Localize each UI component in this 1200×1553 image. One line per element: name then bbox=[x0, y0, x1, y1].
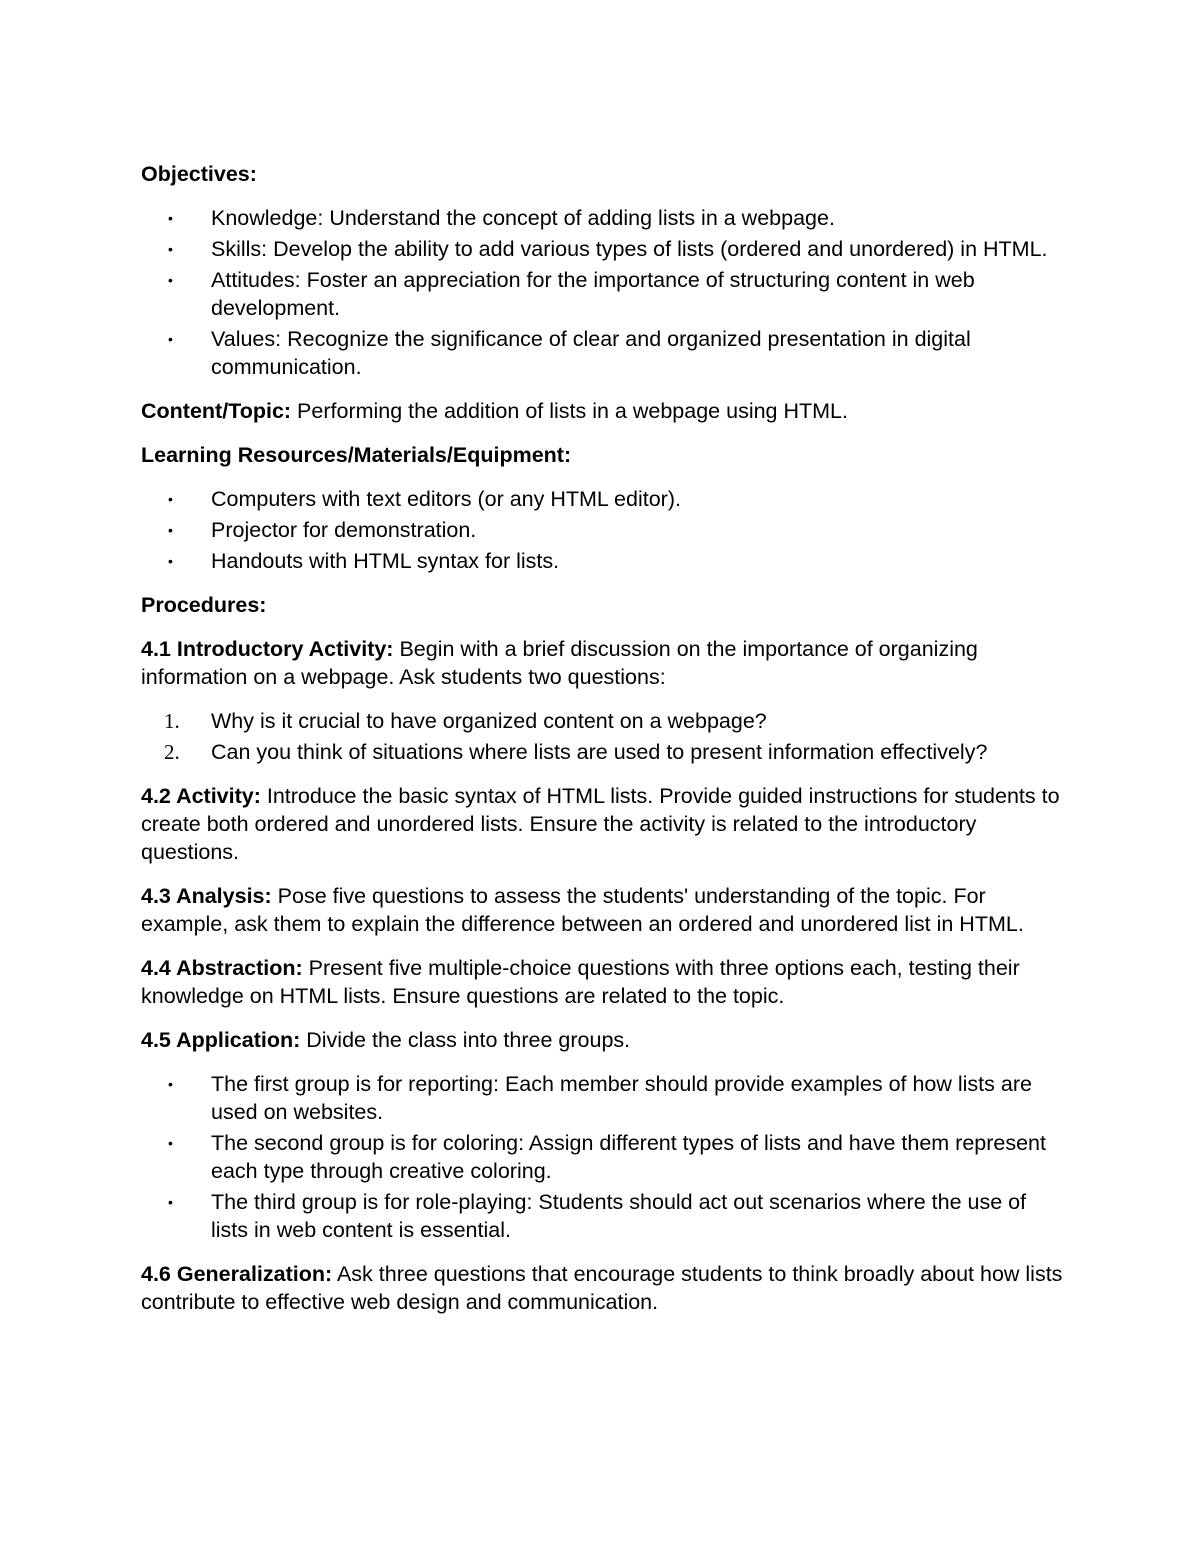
introductory-activity-paragraph bbox=[141, 635, 1066, 691]
bullet-marker: • bbox=[168, 491, 173, 507]
introductory-questions-list bbox=[141, 707, 1066, 766]
activity-text: Introduce the basic syntax of HTML lists. Provide guided instructions for students to create both ordered and unordered lists. Ensure the activity is related to the introductory questions. bbox=[141, 784, 1060, 864]
application-groups-list bbox=[141, 1070, 1066, 1244]
resources-list bbox=[141, 485, 1066, 575]
introductory-activity-label: 4.1 Introductory Activity: bbox=[141, 637, 394, 661]
bullet-marker: • bbox=[168, 331, 173, 347]
bullet-marker: • bbox=[168, 522, 173, 538]
analysis-text: Pose five questions to assess the students' understanding of the topic. For example, ask them to explain the difference between an ordered and unordered list in HTML. bbox=[141, 884, 1024, 936]
activity-paragraph bbox=[141, 782, 1066, 866]
bullet-marker: • bbox=[168, 1194, 173, 1210]
objective-text: Skills: Develop the ability to add various types of lists (ordered and unordered) in HTML. bbox=[211, 237, 1048, 261]
abstraction-paragraph bbox=[141, 954, 1066, 1010]
objective-text: Attitudes: Foster an appreciation for the importance of structuring content in web development. bbox=[211, 268, 975, 320]
group-item bbox=[141, 1070, 1066, 1126]
generalization-paragraph bbox=[141, 1260, 1066, 1316]
introductory-activity-text: Begin with a brief discussion on the importance of organizing information on a webpage. Ask students two questions: bbox=[141, 637, 978, 689]
abstraction-label: 4.4 Abstraction: bbox=[141, 956, 303, 980]
group-text: The first group is for reporting: Each member should provide examples of how lists are used on websites. bbox=[211, 1072, 1032, 1124]
question-text: Why is it crucial to have organized content on a webpage? bbox=[211, 709, 767, 733]
bullet-marker: • bbox=[168, 241, 173, 257]
number-marker: 2. bbox=[164, 740, 180, 764]
content-topic-paragraph bbox=[141, 397, 1066, 425]
question-item bbox=[141, 707, 1066, 735]
application-text: Divide the class into three groups. bbox=[300, 1028, 631, 1052]
resources-heading: Learning Resources/Materials/Equipment: bbox=[141, 443, 572, 467]
objectives-heading: Objectives: bbox=[141, 162, 257, 186]
objective-item bbox=[141, 266, 1066, 322]
group-text: The third group is for role-playing: Students should act out scenarios where the use of lists in web content is essential. bbox=[211, 1190, 1027, 1242]
group-text: The second group is for coloring: Assign different types of lists and have them represent each type through creative coloring. bbox=[211, 1131, 1046, 1183]
resource-item bbox=[141, 547, 1066, 575]
bullet-marker: • bbox=[168, 553, 173, 569]
resource-item bbox=[141, 485, 1066, 513]
application-paragraph bbox=[141, 1026, 1066, 1054]
content-topic-text: Performing the addition of lists in a webpage using HTML. bbox=[291, 399, 848, 423]
group-item bbox=[141, 1188, 1066, 1244]
objective-item bbox=[141, 325, 1066, 381]
bullet-marker: • bbox=[168, 1135, 173, 1151]
objectives-list bbox=[141, 204, 1066, 381]
objective-text: Values: Recognize the significance of clear and organized presentation in digital communication. bbox=[211, 327, 971, 379]
objective-text: Knowledge: Understand the concept of adding lists in a webpage. bbox=[211, 206, 835, 230]
objective-item bbox=[141, 235, 1066, 263]
resource-item bbox=[141, 516, 1066, 544]
bullet-marker: • bbox=[168, 210, 173, 226]
question-text: Can you think of situations where lists are used to present information effectively? bbox=[211, 740, 988, 764]
activity-label: 4.2 Activity: bbox=[141, 784, 261, 808]
resource-text: Computers with text editors (or any HTML editor). bbox=[211, 487, 681, 511]
analysis-label: 4.3 Analysis: bbox=[141, 884, 272, 908]
group-item bbox=[141, 1129, 1066, 1185]
content-topic-label: Content/Topic: bbox=[141, 399, 292, 423]
application-label: 4.5 Application: bbox=[141, 1028, 301, 1052]
resource-text: Handouts with HTML syntax for lists. bbox=[211, 549, 560, 573]
abstraction-text: Present five multiple-choice questions with three options each, testing their knowledge on HTML lists. Ensure questions are related to the topic. bbox=[141, 956, 1020, 1008]
objective-item bbox=[141, 204, 1066, 232]
document-page bbox=[141, 160, 1066, 1332]
analysis-paragraph bbox=[141, 882, 1066, 938]
number-marker: 1. bbox=[164, 709, 180, 733]
procedures-heading: Procedures: bbox=[141, 593, 267, 617]
bullet-marker: • bbox=[168, 272, 173, 288]
generalization-label: 4.6 Generalization: bbox=[141, 1262, 333, 1286]
resource-text: Projector for demonstration. bbox=[211, 518, 477, 542]
question-item bbox=[141, 738, 1066, 766]
generalization-text: Ask three questions that encourage students to think broadly about how lists contribute to effective web design and communication. bbox=[141, 1262, 1063, 1314]
bullet-marker: • bbox=[168, 1076, 173, 1092]
